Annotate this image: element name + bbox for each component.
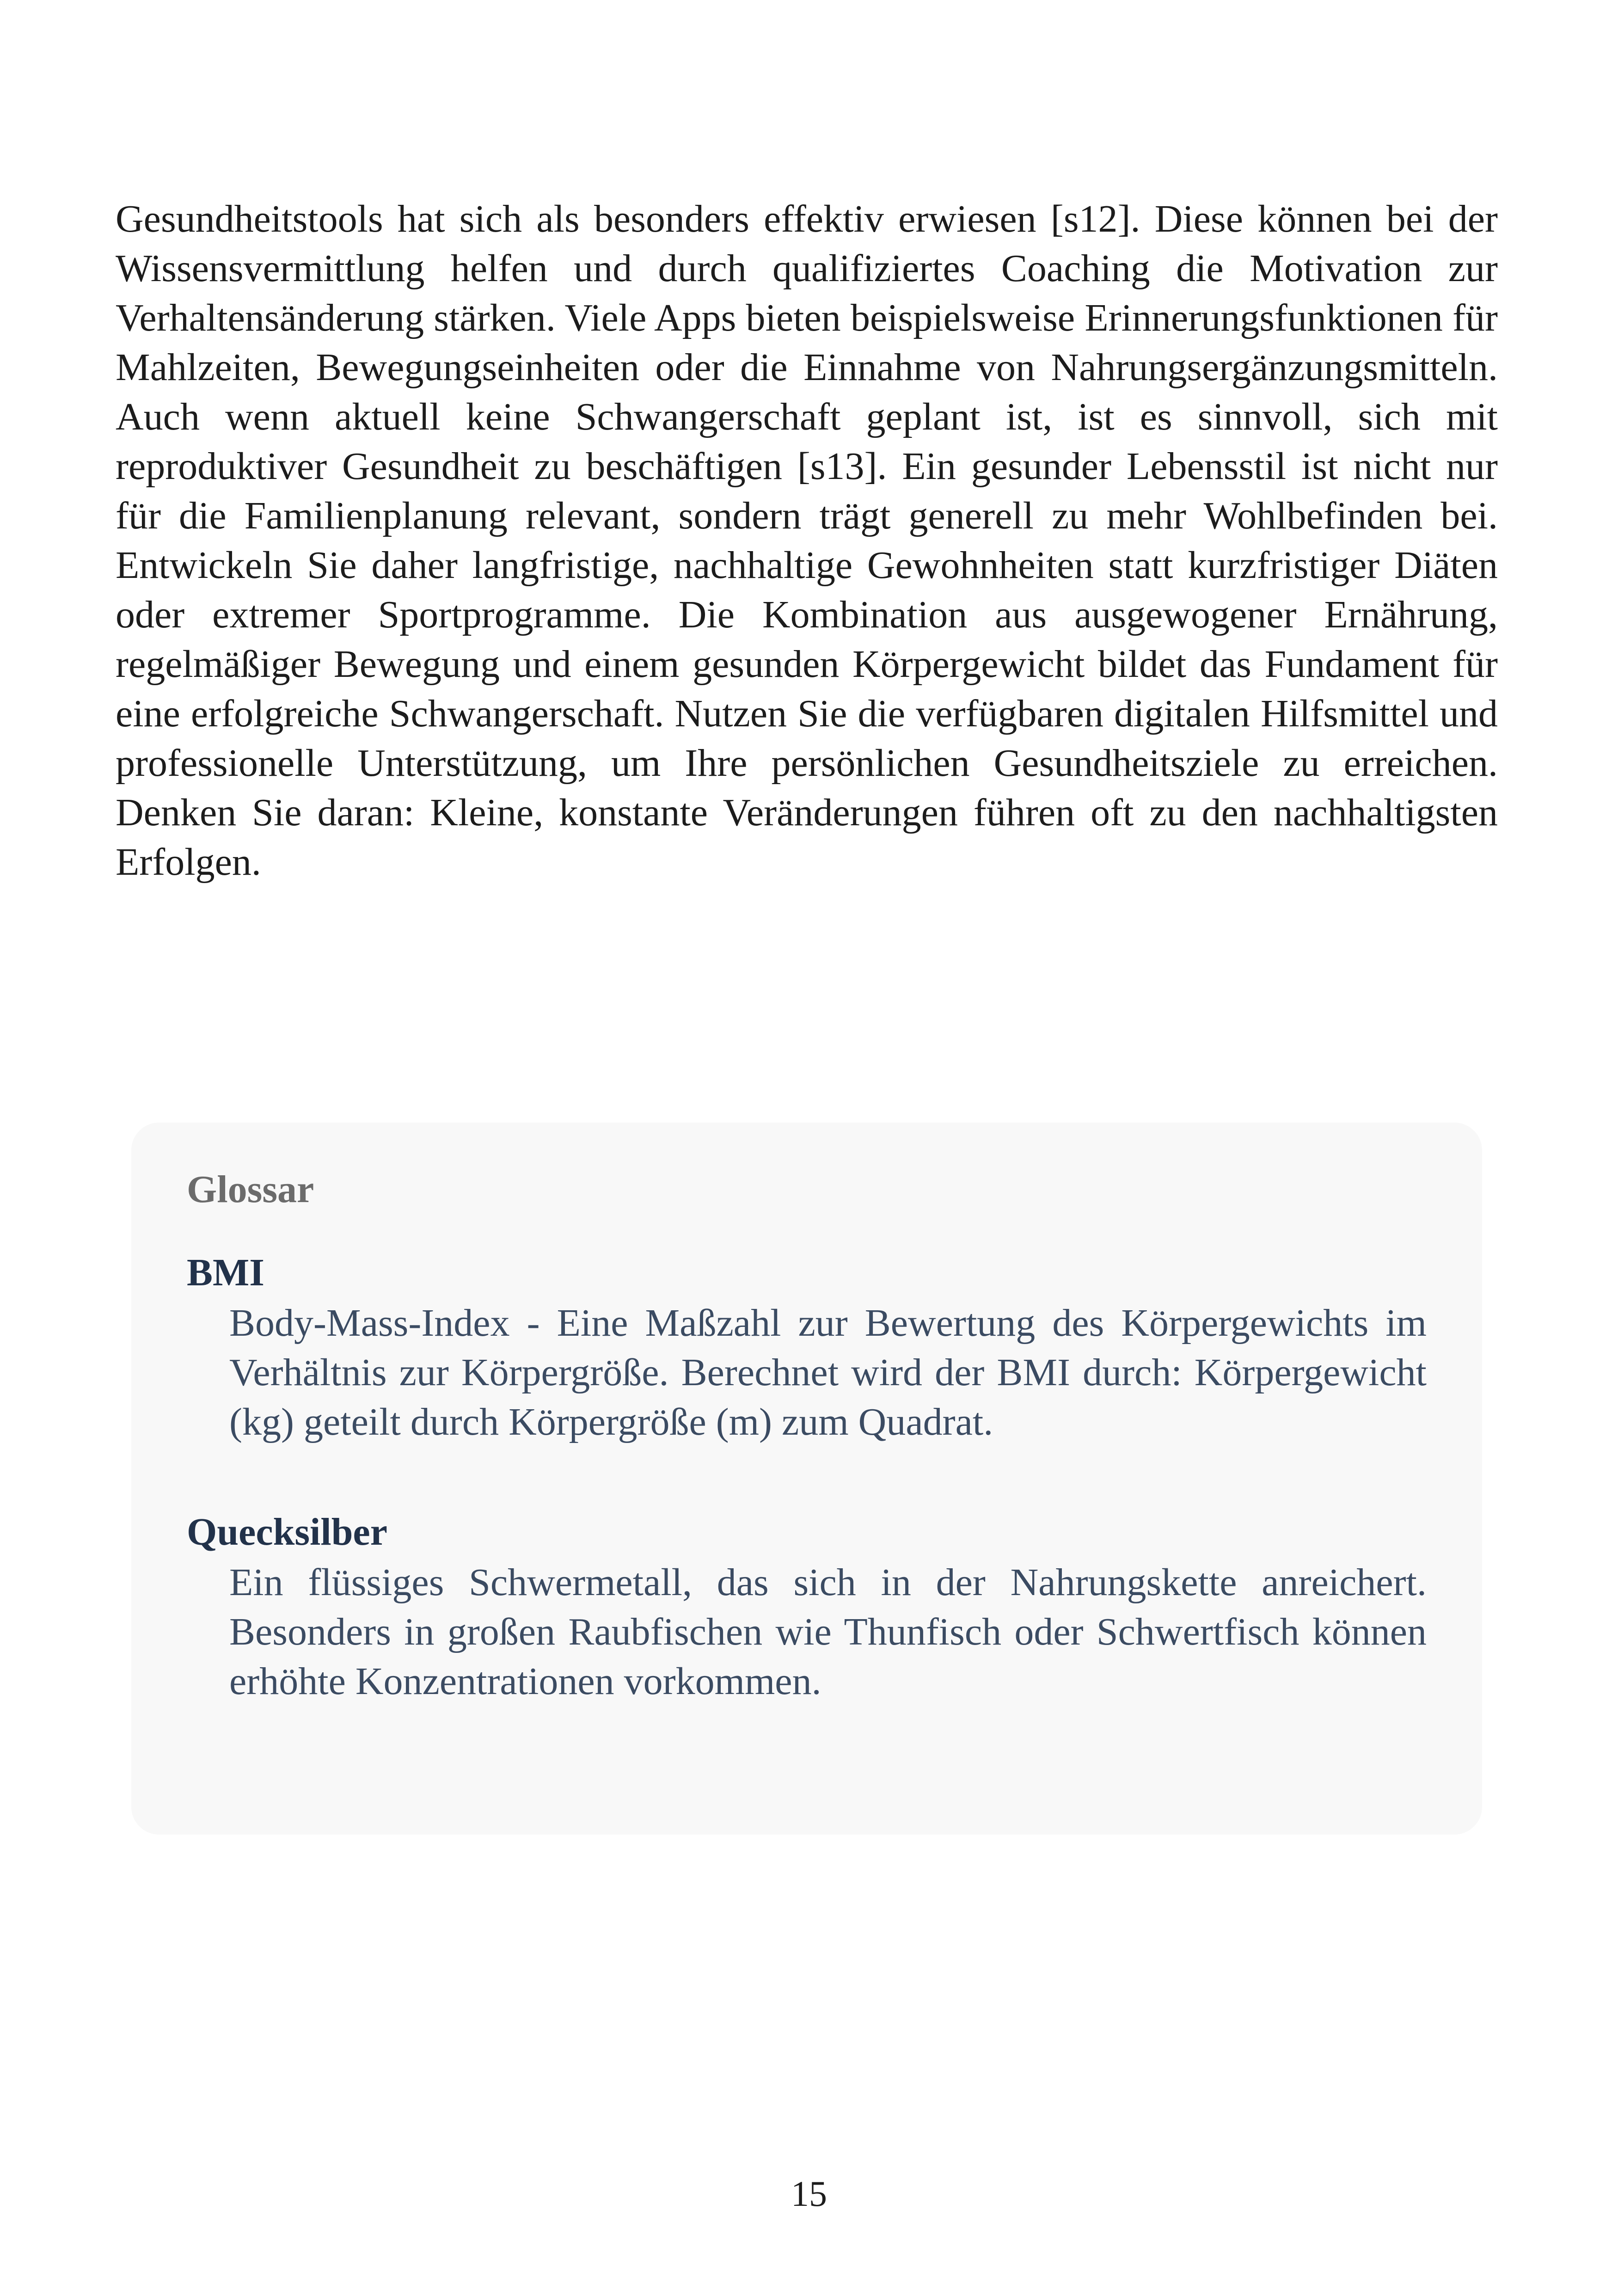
glossary-term-bmi [187,1247,1427,1447]
glossary-term-name: Quecksilber [187,1510,387,1553]
body-paragraph: Gesundheitstools hat sich als besonders effektiv erwiesen [s12]. Diese können bei der Wissensvermittlung helfen und durch qualifiziertes Coaching die Motivation zur Verhaltensänderung stärken. Viele Apps bieten beispielsweise Erinnerungsfunktionen für Mahlzeiten, Bewegungseinheiten oder die Einnahme von Nahrungsergänzungsmitteln. Auch wenn aktuell keine Schwangerschaft geplant ist, ist es sinnvoll, sich mit reproduktiver Gesundheit zu beschäftigen [s13]. Ein gesunder Lebensstil ist nicht nur für die Familienplanung relevant, sondern trägt generell zu mehr Wohlbefinden bei. Entwickeln Sie daher langfristige, nachhaltige Gewohnheiten statt kurzfristiger Diäten oder extremer Sportprogramme. Die Kombination aus ausgewogener Ernährung, regelmäßiger Bewegung und einem gesunden Körpergewicht bildet das Fundament für eine erfolgreiche Schwangerschaft. Nutzen Sie die verfügbaren digitalen Hilfsmittel und professionelle Unterstützung, um Ihre persönlichen Gesundheitsziele zu erreichen. Denken Sie daran: Kleine, konstante Veränderungen führen oft zu den nachhaltigsten Erfolgen. [116,197,1498,884]
glossary-term-quecksilber [187,1507,1427,1706]
glossary-term-definition: Body-Mass-Index - Eine Maßzahl zur Bewertung des Körpergewichts im Verhältnis zur Körpergröße. Berechnet wird der BMI durch: Körpergewicht (kg) geteilt durch Körpergröße (m) zum Quadrat. [229,1301,1427,1443]
glossary-title: Glossar [187,1168,314,1211]
glossary-term-definition: Ein flüssiges Schwermetall, das sich in der Nahrungskette anreichert. Besonders in großen Raubfischen wie Thunfisch oder Schwertfisch können erhöhte Konzentrationen vorkommen. [229,1561,1427,1703]
page-number: 15 [791,2173,827,2214]
glossary-term-name: BMI [187,1251,264,1294]
glossary-box [131,1123,1482,1835]
